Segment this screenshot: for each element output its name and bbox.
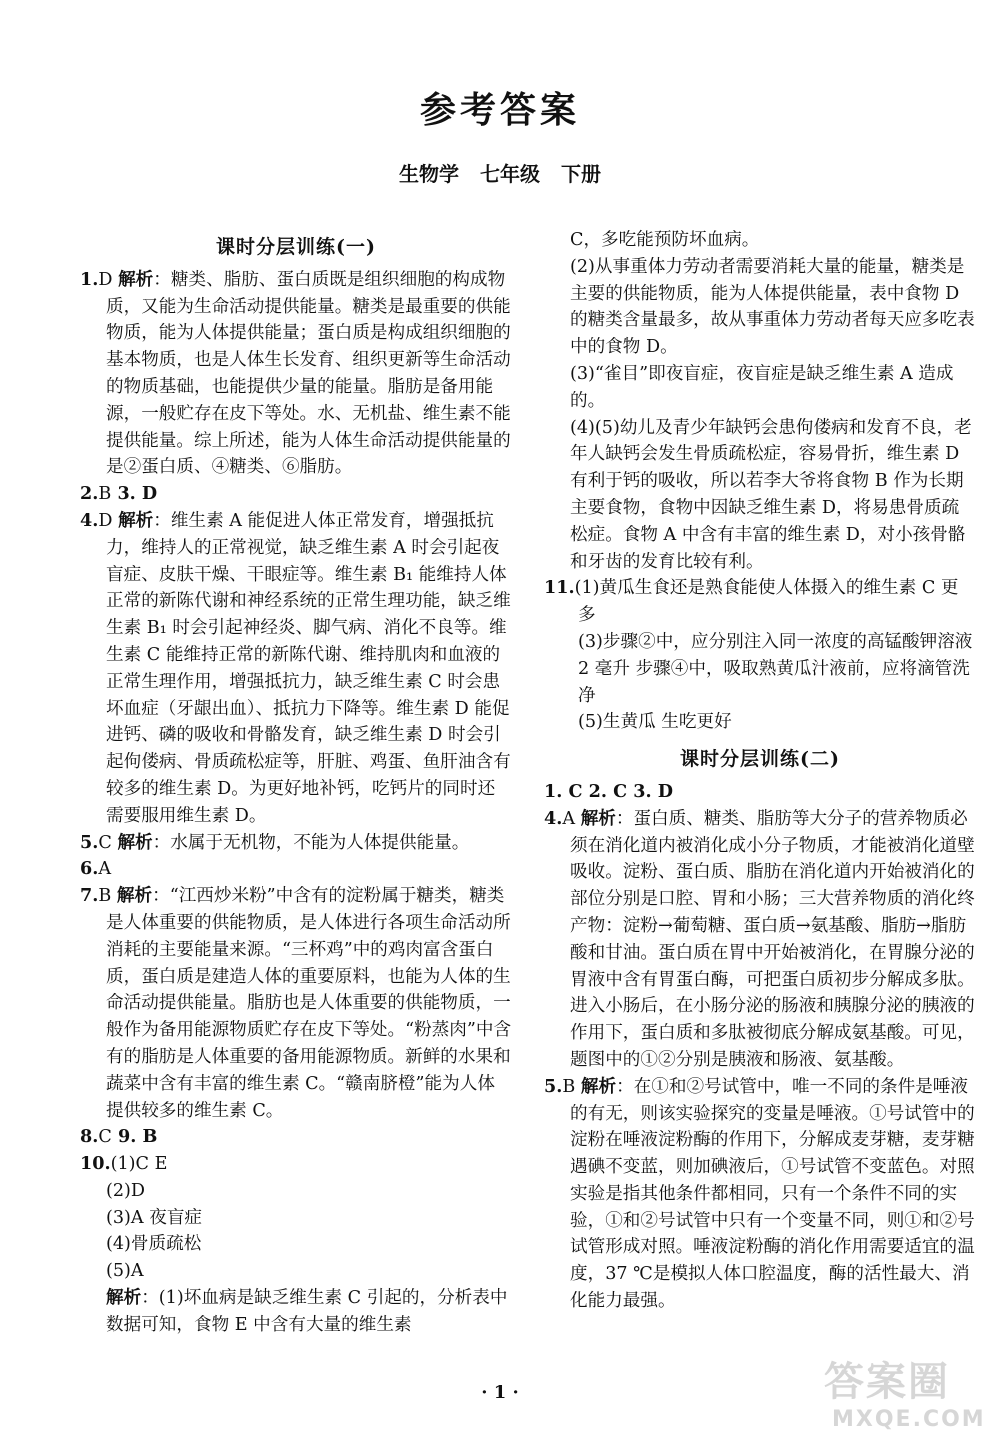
analysis-text: ：维生素 A 能促进人体正常发育，增强抵抗力，维持人的正常视觉，缺乏维生素 A 时会引起夜盲症、皮肤干燥、干眼症等。维生素 B₁ 能维持人体正常的新陈代谢和神经系统的正常生理功能，缺乏维生素 B₁ 时会引起神经炎、脚气病、消化不良等。维生素 C 能维持正常的新陈代谢、维持肌肉和血液的正常生理作用，增强抵抗力，缺乏维生素 C 时会患坏血症（牙龈出血）、抵抗力下降等。维生素 D 能促进钙、磷的吸收和骨骼发育，缺乏维生素 D 时会引起佝偻病、骨质疏松症等，肝脏、鸡蛋、鱼肝油含有较多的维生素 D。为更好地补钙，吃钙片的同时还需要服用维生素 D。 [106, 510, 511, 826]
continuation-paragraph: (3)“雀目”即夜盲症，夜盲症是缺乏维生素 A 造成的。 [570, 363, 954, 411]
item-answer: B [562, 1076, 576, 1097]
answer-item-5b [544, 1074, 976, 1315]
sub-answer: (1)黄瓜生食还是熟食能使人体摄入的维生素 C 更多 [574, 578, 959, 626]
item-number: 4. [544, 807, 563, 829]
item-answer: A [562, 808, 576, 829]
item-answer: D [98, 269, 113, 290]
sub-answer: (5)A [106, 1261, 144, 1282]
right-column [544, 227, 976, 1315]
item-number: 7. [80, 885, 99, 907]
answer-items-1-3: 1. C 2. C 3. D [544, 780, 673, 802]
analysis-label: 解析 [580, 807, 616, 829]
item-extra: 9. B [111, 1126, 158, 1148]
analysis-label: 解析 [106, 1287, 142, 1309]
watermark-logo [824, 1350, 984, 1440]
item-extra: 3. D [111, 483, 158, 505]
item-answer: D [98, 510, 113, 531]
analysis-label: 解析 [118, 509, 154, 531]
item-number: 11. [544, 577, 575, 599]
continuation-paragraph: C，多吃能预防坏血病。 [570, 230, 760, 250]
page-number: · 1 · [481, 1382, 519, 1403]
item-number: 2. [80, 483, 99, 505]
analysis-text: ：“江西炒米粉”中含有的淀粉属于糖类，糖类是人体重要的供能物质，是人体进行各项生命活动所消耗的主要能量来源。“三杯鸡”中的鸡肉富含蛋白质，蛋白质是建造人体的重要原料，也能为人体的生命活动提供能量。脂肪也是人体重要的供能物质，一般作为备用能源物质贮存在皮下等处。“粉蒸肉”中含有的脂肪是人体重要的备用能源物质。新鲜的水果和蔬菜中含有丰富的维生素 C。“赣南脐橙”能为人体提供较多的维生素 C。 [106, 886, 512, 1121]
left-column [80, 228, 512, 1339]
sub-answer: (3)步骤②中，应分别注入同一浓度的高锰酸钾溶液 2 毫升 步骤④中，吸取熟黄瓜汁液前，应将滴管洗净 [578, 631, 973, 706]
section-heading-2: 课时分层训练(二) [680, 748, 840, 771]
watermark-text: 答案圈 [824, 1359, 950, 1405]
answer-item-5 [80, 830, 512, 857]
item-answer: C [98, 1127, 112, 1148]
item-answer: B [98, 886, 112, 907]
answer-item-2-3 [80, 481, 512, 508]
sub-answer: (3)A 夜盲症 [106, 1207, 203, 1228]
item-answer: A [98, 859, 112, 880]
analysis-label: 解析 [117, 831, 153, 853]
watermark-url: MXQE.COM [832, 1407, 986, 1432]
analysis-label: 解析 [118, 268, 154, 290]
analysis-text: ：水属于无机物，不能为人体提供能量。 [152, 832, 470, 853]
continuation-paragraph: (4)(5)幼儿及青少年缺钙会患佝偻病和发育不良，老年人缺钙会发生骨质疏松症，容易骨折，维生素 D 有利于钙的吸收，所以若李大爷将食物 B 作为长期主要食物，食物中因缺乏维生素 D，将易患骨质疏松症。食物 A 中含有丰富的维生素 D，对小孩骨骼和牙齿的发育比较有利。 [570, 417, 972, 572]
answer-item-4 [80, 508, 512, 830]
item-number: 5. [80, 831, 99, 853]
item-number: 10. [80, 1153, 111, 1175]
continuation-paragraph: (2)从事重体力劳动者需要消耗大量的能量，糖类是主要的供能物质，能为人体提供能量，表中食物 D 的糖类含量最多，故从事重体力劳动者每天应多吃表中的食物 D。 [570, 256, 975, 358]
item-answer: C [98, 832, 112, 853]
item-number: 6. [80, 858, 99, 880]
sub-answer: (5)生黄瓜 生吃更好 [578, 712, 732, 733]
section-heading-1: 课时分层训练(一) [216, 236, 376, 258]
answer-item-8-9 [80, 1124, 512, 1151]
analysis-block [80, 1285, 512, 1339]
analysis-text: ：蛋白质、糖类、脂肪等大分子的营养物质必须在消化道内被消化成小分子物质，才能被消化道壁吸收。淀粉、蛋白质、脂肪在消化道内开始被消化的部位分别是口腔、胃和小肠；三大营养物质的消化终产物：淀粉→葡萄糖、蛋白质→氨基酸、脂肪→脂肪酸和甘油。蛋白质在胃中开始被消化，在胃腺分泌的胃液中含有胃蛋白酶，可把蛋白质初步分解成多肽。进入小肠后，在小肠分泌的肠液和胰腺分泌的胰液的作用下，蛋白质和多肽被彻底分解成氨基酸。可见，题图中的①②分别是胰液和肠液、氨基酸。 [570, 808, 975, 1070]
answer-item-4b [544, 806, 976, 1074]
page-subtitle: 生物学 七年级 下册 [399, 162, 601, 186]
answer-item-6 [80, 856, 512, 883]
item-number: 4. [80, 509, 99, 531]
page-title: 参考答案 [419, 89, 580, 131]
sub-answer: (2)D [106, 1180, 146, 1201]
answer-item-1 [80, 267, 512, 481]
answer-item-7 [80, 883, 512, 1124]
answer-item-11 [544, 575, 976, 629]
analysis-label: 解析 [116, 885, 153, 907]
answer-item-10 [80, 1151, 512, 1178]
analysis-text: ：在①和②号试管中，唯一不同的条件是唾液的有无，则该实验探究的变量是唾液。①号试管中的淀粉在唾液淀粉酶的作用下，分解成麦芽糖，麦芽糖遇碘不变蓝，则加碘液后，①号试管不变蓝色。对照实验是指其他条件都相同，只有一个条件不同的实验，①和②号试管中只有一个变量不同，则①和②号试管形成对照。唾液淀粉酶的消化作用需要适宜的温度，37 ℃是模拟人体口腔温度，酶的活性最大、消化能力最强。 [570, 1076, 975, 1312]
item-number: 5. [544, 1075, 563, 1097]
sub-answer: (1)C E [110, 1154, 168, 1175]
item-answer: B [98, 484, 112, 505]
analysis-label: 解析 [580, 1075, 617, 1097]
analysis-text: ：(1)坏血病是缺乏维生素 C 引起的，分析表中数据可知，食物 E 中含有大量的维生素 [106, 1288, 508, 1335]
item-number: 8. [80, 1126, 99, 1148]
sub-answer: (4)骨质疏松 [106, 1234, 202, 1255]
item-number: 1. [80, 268, 99, 290]
analysis-text: ：糖类、脂肪、蛋白质既是组织细胞的构成物质，又能为生命活动提供能量。糖类是最重要的供能物质，能为人体提供能量；蛋白质是构成组织细胞的基本物质，也是人体生长发育、组织更新等生命活动的物质基础，也能提供少量的能量。脂肪是备用能源，一般贮存在皮下等处。水、无机盐、维生素不能提供能量。综上所述，能为人体生命活动提供能量的是②蛋白质、④糖类、⑥脂肪。 [106, 269, 511, 478]
